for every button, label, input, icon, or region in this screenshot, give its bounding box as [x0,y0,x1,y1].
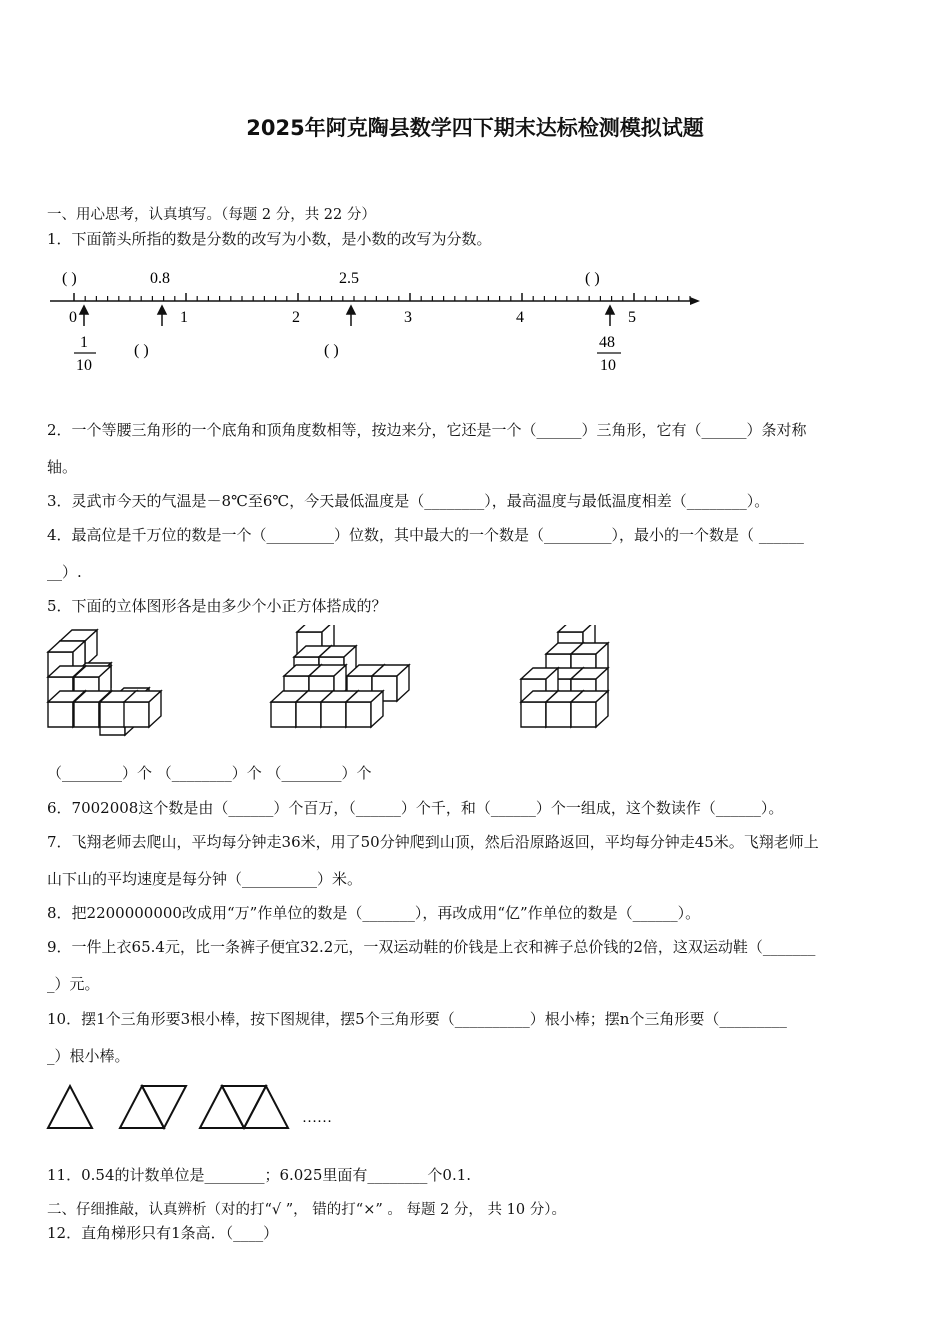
nl-tick-label-1: 1 [180,309,188,326]
nl-tick-label-4: 4 [516,309,524,326]
question-2-line-2: 轴。 [47,458,78,476]
triangle-pattern [44,1080,344,1132]
question-11: 11．0.54的计数单位是________；6.025里面有________个0.1. [47,1166,472,1184]
nl-tick-label-0: 0 [69,309,77,326]
question-9-line-2: _）元。 [47,975,100,993]
nl-tick-label-2: 2 [292,309,300,326]
question-5: 5．下面的立体图形各是由多少个小正方体搭成的？ [47,597,387,615]
question-7-line-2: 山下山的平均速度是每分钟（__________）米。 [47,870,363,888]
question-4-line-1: 4．最高位是千万位的数是一个（_________）位数，其中最大的一个数是（_________），最小的一个数是（ ______ [47,526,804,544]
question-10-line-2: _）根小棒。 [47,1047,130,1065]
question-7-line-1: 7．飞翔老师去爬山，平均每分钟走36米，用了50分钟爬到山顶，然后沿原路返回，平均每分钟走45米。飞翔老师上 [47,833,819,851]
small-cube [124,691,161,727]
nl-tick-label-5: 5 [628,309,636,326]
section-2-heading: 二、仔细推敲，认真辨析（对的打“√ ”， 错的打“×” 。 每题 2 分， 共 10 分）。 [47,1202,566,1218]
small-cube [571,691,608,727]
fraction-2-numerator: 48 [599,334,615,351]
question-1: 1．下面箭头所指的数是分数的改写为小数，是小数的改写为分数。 [47,230,492,248]
question-2-line-1: 2．一个等腰三角形的一个底角和顶角度数相等，按边来分，它还是一个（______）三角形，它有（______）条对称 [47,421,807,439]
question-8: 8．把2200000000改成用“万”作单位的数是（_______），再改成用“亿”作单位的数是（______）。 [47,904,701,922]
page-title: 2025年阿克陶县数学四下期末达标检测模拟试题 [246,116,704,140]
nl-arrow-3 [347,306,355,326]
pattern-ellipsis: …… [302,1110,332,1126]
triangle-figure-2 [120,1086,186,1128]
question-5-answers: （________）个 （________）个 （________）个 [47,764,372,782]
question-10-line-1: 10．摆1个三角形要3根小棒，按下图规律，摆5个三角形要（__________）根小棒；摆n个三角形要（_________ [47,1010,787,1028]
question-12: 12．直角梯形只有1条高．（____） [47,1224,279,1242]
triangle-figure-1 [48,1086,92,1128]
fraction-1-denominator: 10 [76,357,92,374]
nl-arrow-4 [606,306,614,326]
question-9-line-1: 9．一件上衣65.4元，比一条裤子便宜32.2元，一双运动鞋的价钱是上衣和裤子总价钱的2倍，这双运动鞋（_______ [47,938,816,956]
number-line-ticks [74,293,690,301]
nl-bottom-blank-1: ( ) [134,342,149,359]
nl-arrow-2 [158,306,166,326]
nl-tick-label-3: 3 [404,309,412,326]
nl-arrow-1 [80,306,88,326]
triangle-figure-3 [200,1086,288,1128]
nl-top-label-2-5: 2.5 [339,270,359,287]
cube-figures [44,625,614,740]
cube-figure-2 [271,625,409,727]
fraction-1-numerator: 1 [80,334,88,351]
cube-figure-3 [521,625,608,727]
nl-top-label-0-8: 0.8 [150,270,170,287]
question-4-line-2: __）. [47,563,82,581]
question-6: 6．7002008这个数是由（______）个百万，（______）个千，和（______）个一组成，这个数读作（______）。 [47,799,784,817]
nl-top-blank-2: ( ) [585,270,600,287]
nl-top-blank-1: ( ) [62,270,77,287]
small-cube [346,691,383,727]
fraction-2-denominator: 10 [600,357,616,374]
section-1-heading: 一、用心思考，认真填写。（每题 2 分，共 22 分） [47,207,376,223]
cube-figure-1 [48,630,161,735]
nl-bottom-blank-2: ( ) [324,342,339,359]
question-3: 3．灵武市今天的气温是－8℃至6℃，今天最低温度是（________），最高温度与最低温度相差（________）。 [47,492,770,510]
number-line-figure [40,262,710,377]
number-line-arrowhead [690,297,700,305]
